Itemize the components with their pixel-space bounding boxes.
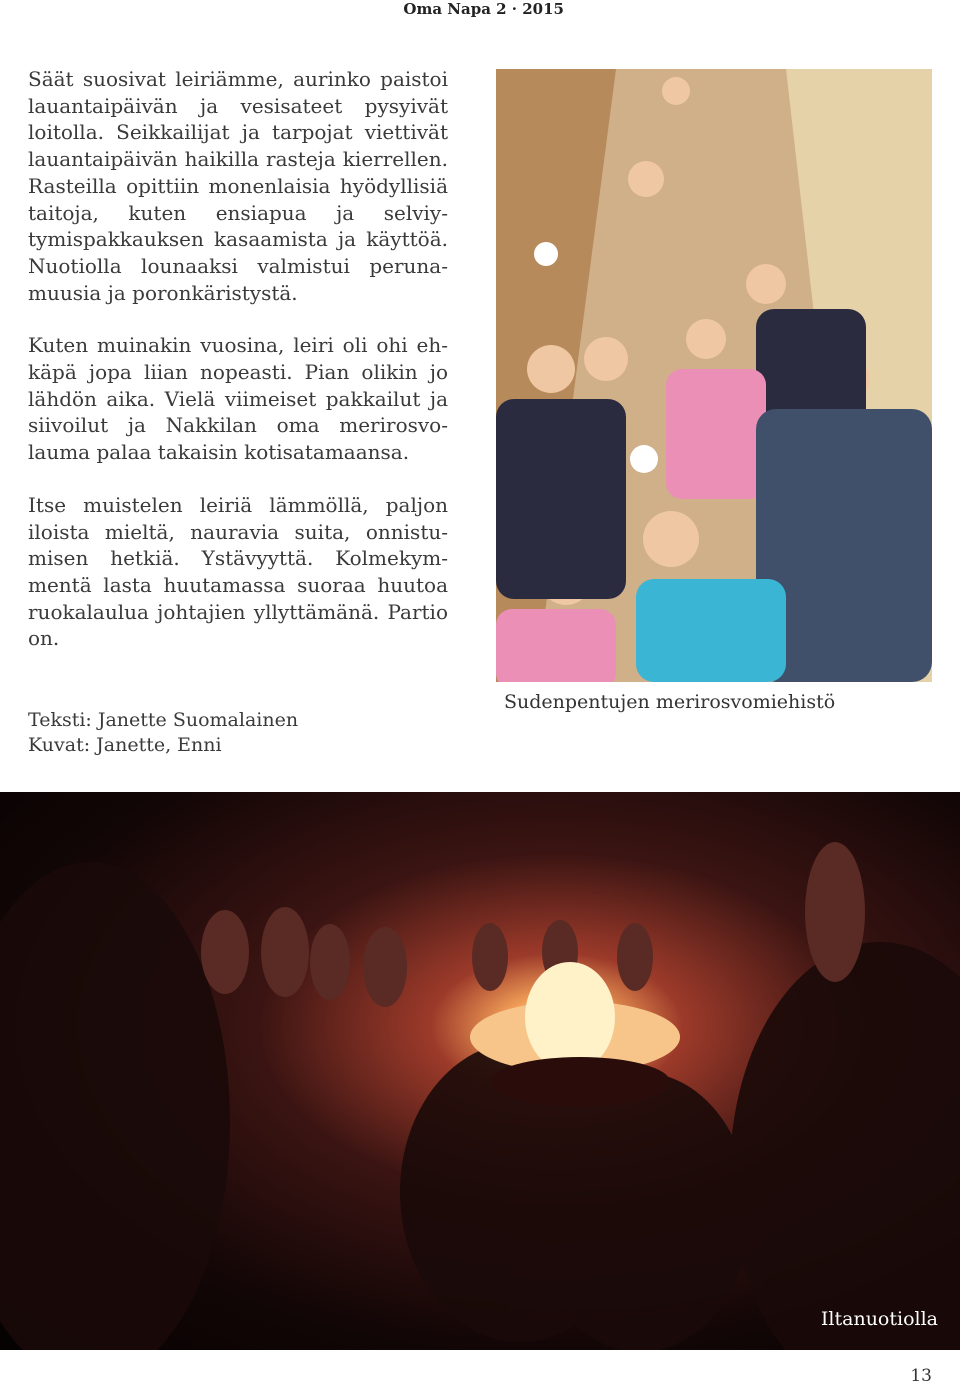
photo-pirate-cubs — [496, 69, 932, 682]
photo-credit: Kuvat: Janette, Enni — [28, 734, 222, 756]
magazine-title: Oma Napa 2 · 2015 — [403, 0, 564, 18]
text-credit: Teksti: Janette Suomalainen — [28, 709, 299, 731]
photo-pirate-cubs-illustration — [496, 69, 932, 682]
article-body — [28, 66, 448, 678]
page-number: 13 — [910, 1366, 932, 1386]
credits — [28, 708, 448, 758]
page-header — [0, 0, 960, 22]
paragraph-1: Säät suosivat leiriämme, aurinko paistoi lauantaipäivän ja vesisateet pysyivät loitolla. Seikkailijat ja tarpojat viettivät lauantaipäivän haikilla rasteja kierrellen. Rasteilla opittiin monenlaisia hyödyllisiä taitoja, kuten ensiapua ja selviytymispakkauksen kasaamista ja käyttöä. Nuotiolla lounaaksi valmistui perunamuusia ja poronkäristystä. — [28, 67, 448, 305]
paragraph-2: Kuten muinakin vuosina, leiri oli ohi ehkäpä jopa liian nopeasti. Pian olikin jo lähdön aika. Vielä viimeiset pakkailut ja siivoilut ja Nakkilan oma merirosvolauma palaa takaisin kotisatamaansa. — [28, 333, 448, 465]
photo-caption-top: Sudenpentujen merirosvomiehistö — [504, 691, 836, 713]
photo-campfire — [0, 792, 960, 1350]
paragraph-3: Itse muistelen leiriä lämmöllä, paljon iloista mieltä, nauravia suita, onnistumisen hetkiä. Ystävyyttä. Kolmekymmentä lasta huutamassa suoraa huutoa ruokalaulua johtajien yllyttämänä. Partio on. — [28, 492, 448, 651]
photo-campfire-illustration — [0, 792, 960, 1350]
photo-caption-bottom: Iltanuotiolla — [820, 1308, 938, 1330]
